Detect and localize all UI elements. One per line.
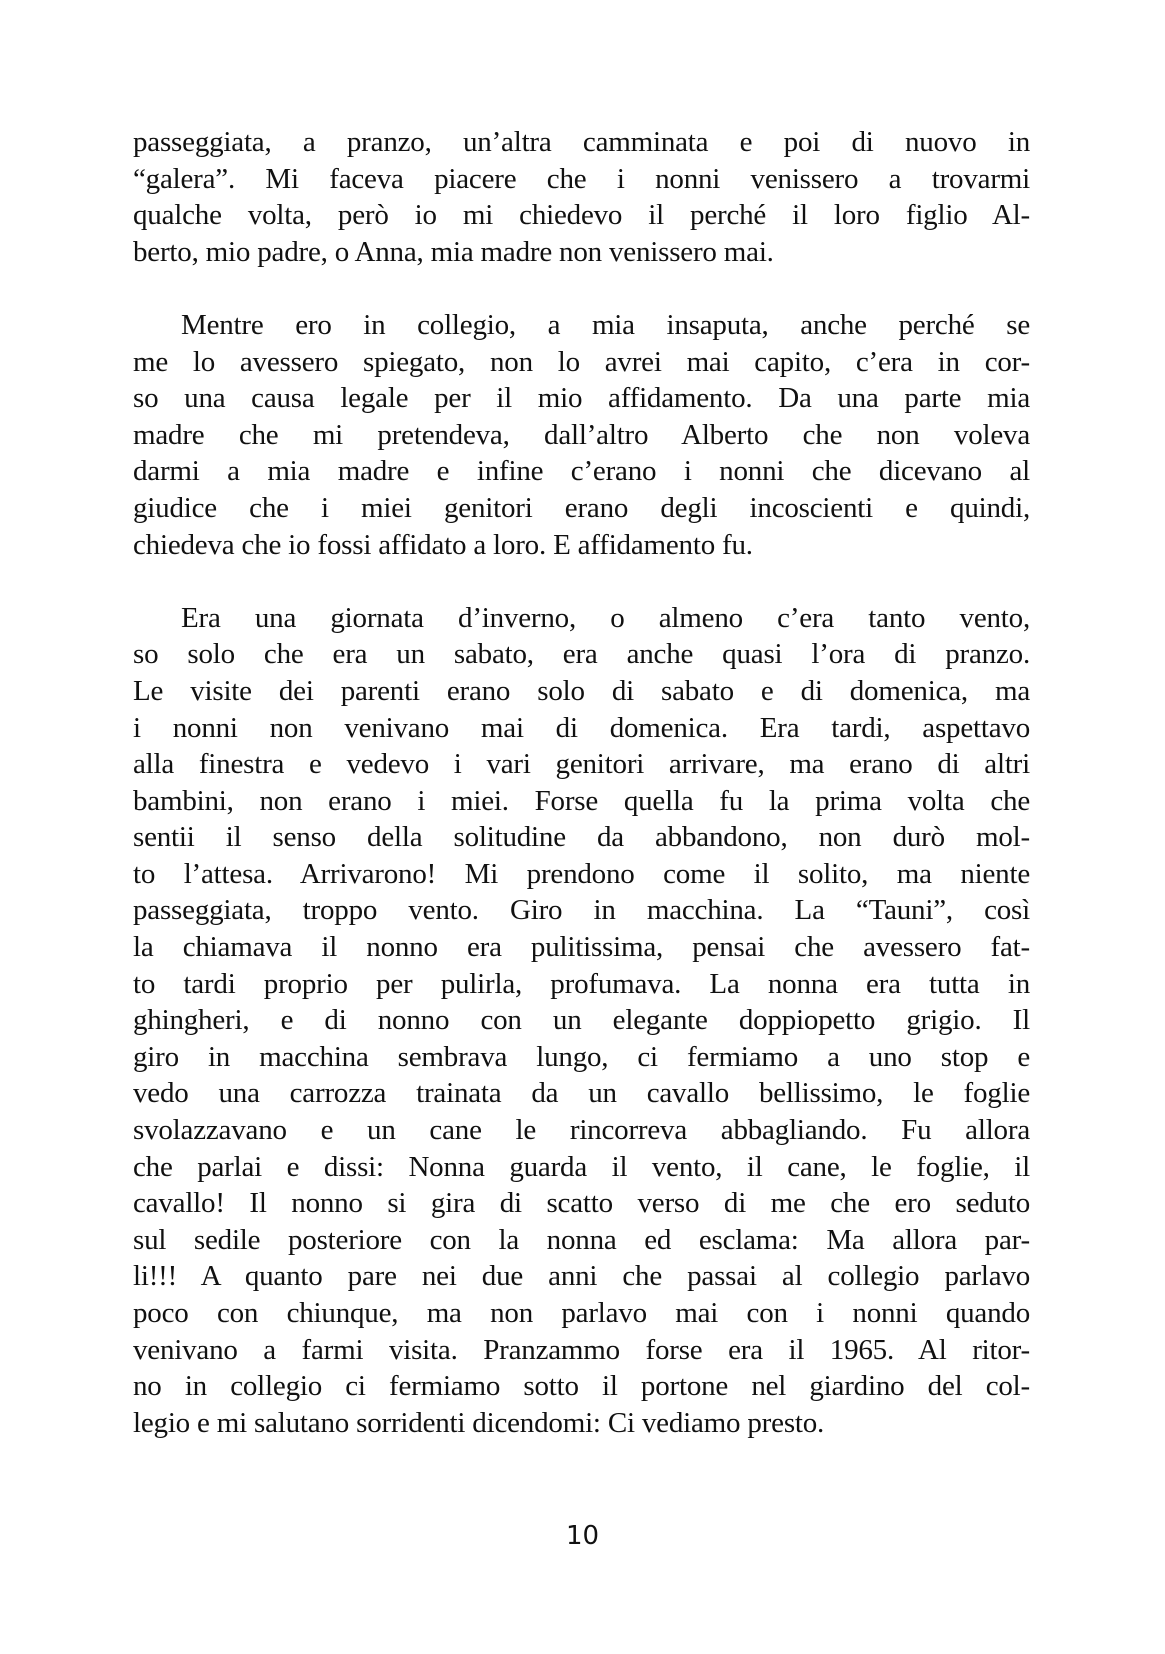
- paragraph-3: [133, 600, 1030, 1442]
- text-line: giudice che i miei genitori erano degli incoscienti e quindi,: [133, 491, 1030, 524]
- text-line: to tardi proprio per pulirla, profumava. La nonna era tutta in: [133, 967, 1030, 1000]
- text-line: giro in macchina sembrava lungo, ci fermiamo a uno stop e: [133, 1040, 1030, 1073]
- body-text: [133, 124, 1030, 1441]
- text-line: so una causa legale per il mio affidamento. Da una parte mia: [133, 382, 1030, 415]
- paragraph-1: [133, 124, 1030, 270]
- text-line: so solo che era un sabato, era anche quasi l’ora di pranzo.: [133, 638, 1030, 671]
- text-line: che parlai e dissi: Nonna guarda il vento, il cane, le foglie, il: [133, 1150, 1030, 1183]
- text-line: alla finestra e vedevo i vari genitori arrivare, ma erano di altri: [133, 748, 1030, 781]
- text-line: sentii il senso della solitudine da abbandono, non durò mol-: [133, 821, 1030, 854]
- text-line: venivano a farmi visita. Pranzammo forse era il 1965. Al ritor-: [133, 1333, 1030, 1366]
- text-line: poco con chiunque, ma non parlavo mai con i nonni quando: [133, 1297, 1030, 1329]
- text-line: chiedeva che io fossi affidato a loro. E affidamento fu.: [133, 528, 753, 561]
- text-line: vedo una carrozza trainata da un cavallo bellissimo, le foglie: [133, 1077, 1030, 1110]
- text-line: berto, mio padre, o Anna, mia madre non venissero mai.: [133, 235, 774, 268]
- text-line: passeggiata, troppo vento. Giro in macchina. La “Tauni”, così: [133, 894, 1030, 927]
- paragraph-gap: [133, 563, 1030, 600]
- page-number: 10: [565, 1521, 600, 1551]
- text-line: me lo avessero spiegato, non lo avrei mai capito, c’era in cor-: [133, 345, 1030, 378]
- text-line: Mentre ero in collegio, a mia insaputa, anche perché se: [181, 308, 1030, 341]
- text-line: cavallo! Il nonno si gira di scatto verso di me che ero seduto: [133, 1187, 1030, 1220]
- text-line: la chiamava il nonno era pulitissima, pensai che avessero fat-: [133, 931, 1030, 964]
- text-line: svolazzavano e un cane le rincorreva abbagliando. Fu allora: [133, 1114, 1030, 1147]
- text-line: i nonni non venivano mai di domenica. Era tardi, aspettavo: [133, 711, 1030, 744]
- text-line: Le visite dei parenti erano solo di sabato e di domenica, ma: [133, 674, 1030, 707]
- text-line: sul sedile posteriore con la nonna ed esclama: Ma allora par-: [133, 1223, 1030, 1256]
- paragraph-gap: [133, 270, 1030, 307]
- text-line: passeggiata, a pranzo, un’altra camminata e poi di nuovo in: [133, 126, 1030, 158]
- text-line: Era una giornata d’inverno, o almeno c’era tanto vento,: [181, 601, 1030, 634]
- text-line: to l’attesa. Arrivarono! Mi prendono come il solito, ma niente: [133, 857, 1030, 890]
- text-line: legio e mi salutano sorridenti dicendomi: Ci vediamo presto.: [133, 1406, 825, 1439]
- text-line: qualche volta, però io mi chiedevo il perché il loro figlio Al-: [133, 199, 1030, 232]
- text-line: bambini, non erano i miei. Forse quella fu la prima volta che: [133, 784, 1030, 817]
- paragraph-2: [133, 307, 1030, 563]
- text-line: madre che mi pretendeva, dall’altro Alberto che non voleva: [133, 418, 1030, 451]
- text-line: no in collegio ci fermiamo sotto il portone nel giardino del col-: [133, 1370, 1030, 1403]
- text-line: li!!! A quanto pare nei due anni che passai al collegio parlavo: [133, 1260, 1030, 1293]
- text-line: ghingheri, e di nonno con un elegante doppiopetto grigio. Il: [133, 1004, 1030, 1037]
- text-line: darmi a mia madre e infine c’erano i nonni che dicevano al: [133, 455, 1030, 488]
- text-line: “galera”. Mi faceva piacere che i nonni venissero a trovarmi: [133, 162, 1030, 195]
